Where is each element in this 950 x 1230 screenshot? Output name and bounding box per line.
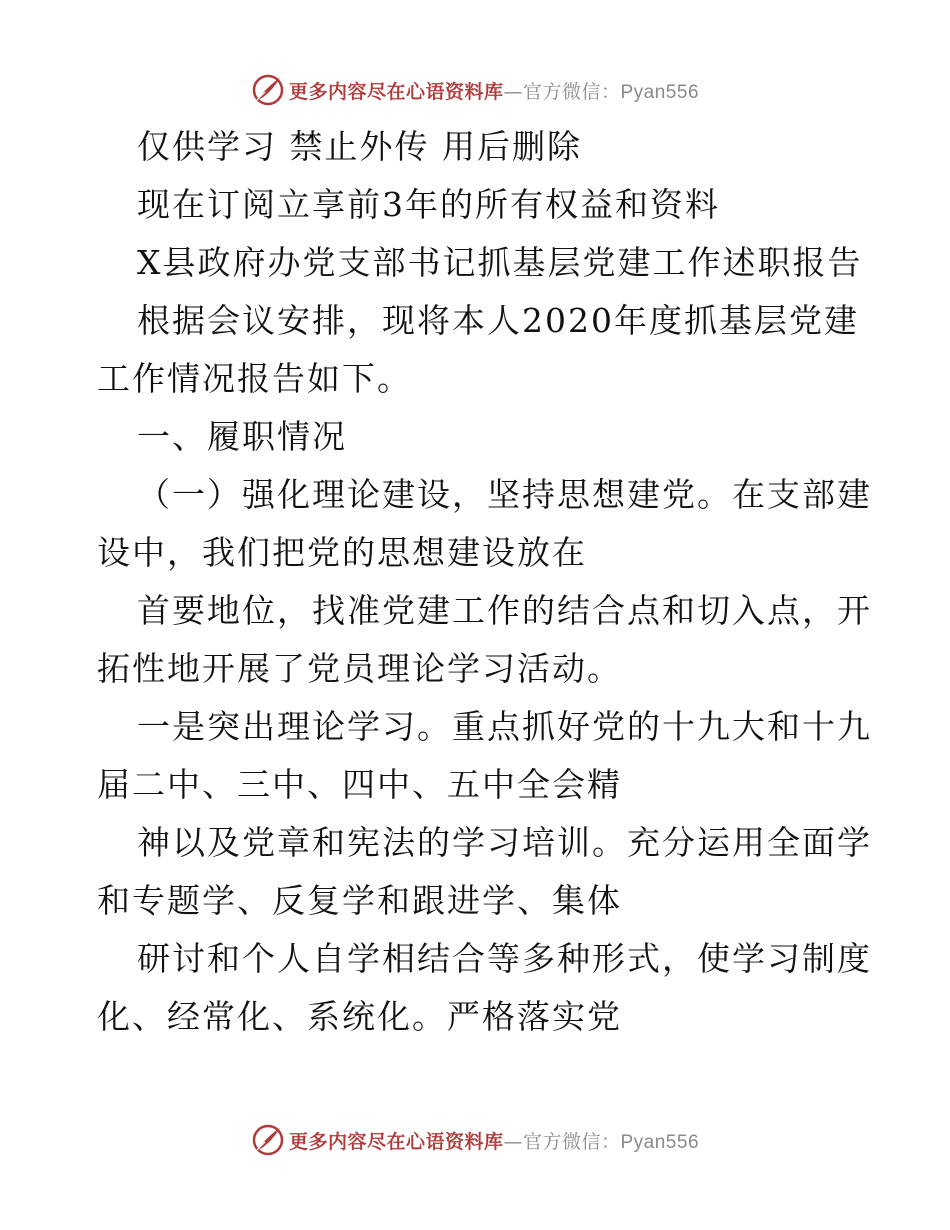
text-line: 根据会议安排，现将本人2020年度抓基层党建 xyxy=(137,301,859,340)
banner-label: 官方微信： xyxy=(522,80,621,103)
text-line: 现在订阅立享前3年的所有权益和资料 xyxy=(137,185,720,224)
text-line: 神以及党章和宪法的学习培训。充分运用全面学 xyxy=(137,823,872,862)
header-banner xyxy=(0,70,950,110)
text-line: 化、经常化、系统化。严格落实党 xyxy=(97,997,622,1036)
text-line: X县政府办党支部书记抓基层党建工作述职报告 xyxy=(137,243,863,282)
banner-account: Pyan556 xyxy=(620,81,700,103)
banner-separator: — xyxy=(503,80,523,103)
banner-brand: 更多内容尽在心语资料库 xyxy=(288,80,504,103)
banner-separator: — xyxy=(503,1130,523,1153)
banner-text xyxy=(289,1127,699,1154)
banner-brand: 更多内容尽在心语资料库 xyxy=(288,1130,504,1153)
text-line: 一、履职情况 xyxy=(137,417,347,456)
text-line: （一）强化理论建设，坚持思想建党。在支部建 xyxy=(137,475,872,514)
text-line: 研讨和个人自学相结合等多种形式，使学习制度 xyxy=(137,939,872,978)
quill-circle-logo-icon xyxy=(251,73,285,107)
text-line: 和专题学、反复学和跟进学、集体 xyxy=(97,881,622,920)
text-line: 工作情况报告如下。 xyxy=(97,359,412,398)
text-line: 仅供学习 禁止外传 用后删除 xyxy=(137,127,582,166)
text-line: 首要地位，找准党建工作的结合点和切入点，开 xyxy=(137,591,872,630)
footer-banner xyxy=(0,1120,950,1160)
text-line: 一是突出理论学习。重点抓好党的十九大和十九 xyxy=(137,707,872,746)
banner-account: Pyan556 xyxy=(620,1131,700,1153)
banner-label: 官方微信： xyxy=(522,1130,621,1153)
text-line: 届二中、三中、四中、五中全会精 xyxy=(97,765,622,804)
banner-text xyxy=(289,77,699,104)
document-body xyxy=(97,118,872,1046)
text-line: 设中，我们把党的思想建设放在 xyxy=(97,533,587,572)
quill-circle-logo-icon xyxy=(251,1123,285,1157)
text-line: 拓性地开展了党员理论学习活动。 xyxy=(97,649,622,688)
